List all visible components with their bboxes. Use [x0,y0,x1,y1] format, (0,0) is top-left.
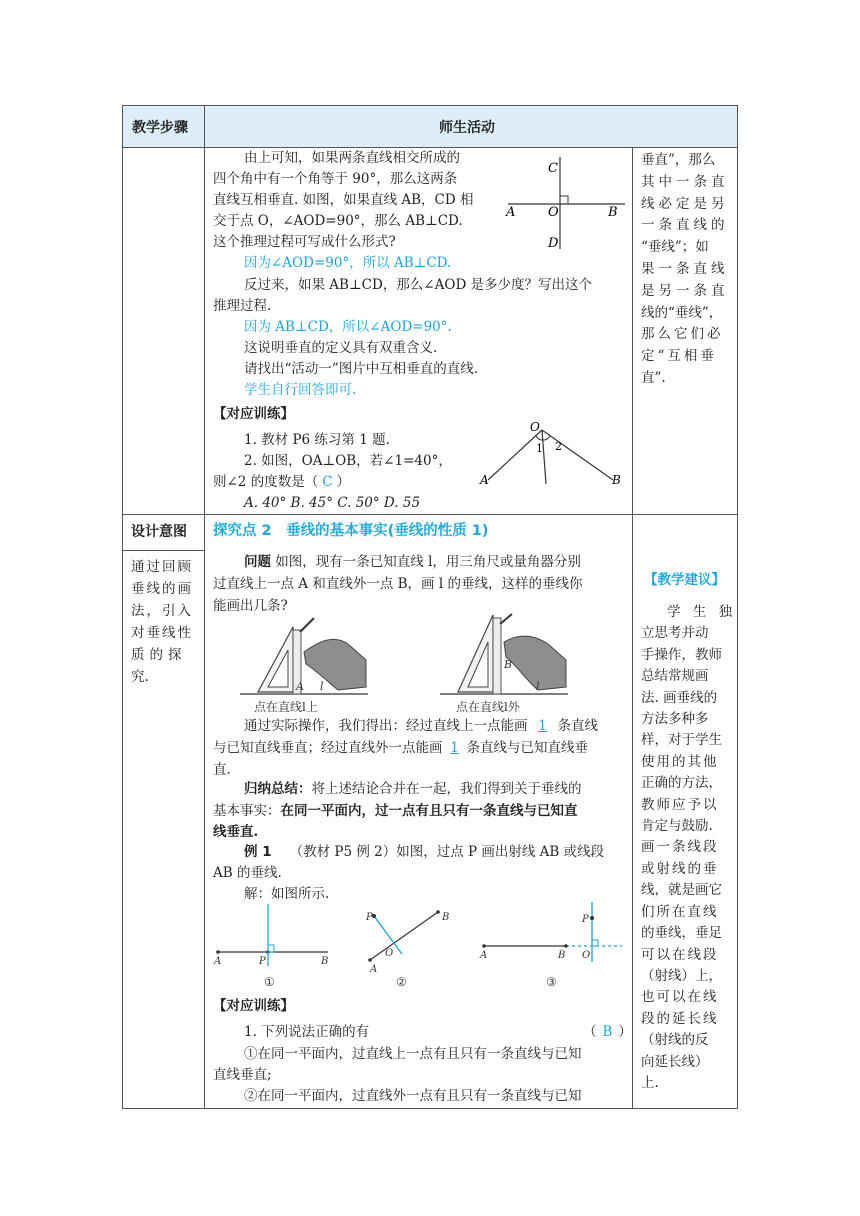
q1-answer: B [602,1024,613,1040]
practice-item-2-line-2 [213,472,350,493]
example-figure-3 [479,902,622,989]
problem-line-3: 能画出几条? [213,598,288,614]
statement-2-line-1: ②在同一平面内，过直线外一点有且只有一条直线与已知 [244,1088,582,1104]
right-column-notes [641,150,729,390]
conclusion-1-text: 通过实际操作，我们得出：经过直线上一点能画 [244,718,528,734]
figure-point-off-line [440,614,568,714]
figure-point-on-line [240,618,368,714]
ray-middle [542,430,546,484]
intent-line: 法，引入 [131,603,193,619]
label-o: O [548,205,559,220]
note-line: 直”. [641,369,666,386]
note-line: “垂线”；如 [641,239,709,256]
example-figure-1 [213,904,328,989]
label-c: C [548,161,558,176]
header-cell-steps [122,105,204,147]
answer-3: 学生自行回答即可. [244,382,357,398]
statement-1-line-1: ①在同一平面内，过直线上一点有且只有一条直线与已知 [244,1046,582,1062]
ray-oa [488,430,542,480]
intro-line-3: 直线互相垂直. 如图，如果直线 AB，CD 相 [213,192,474,208]
advice-line: 或射线的垂 [641,860,719,877]
solution-line: 解：如图所示. [244,886,330,902]
intro-line-4: 交于点 O，∠AOD=90°，那么 AB⊥CD. [213,213,463,229]
conclusion-2-tail: 条直线与已知直线垂 [466,740,588,756]
design-intent-text [131,556,197,688]
summary-label: 归纳总结： [244,781,312,797]
svg-text:B: B [558,950,566,961]
header-cell-activity [205,105,737,147]
triangle-ruler-figures [238,612,618,714]
conclusion-2-text: 与已知直线垂直；经过直线外一点能画 [213,740,443,756]
angle-figure [478,418,628,494]
problem-line-2: 过直线上一点 A 和直线外一点 B，画 l 的垂线，这样的垂线你 [213,576,583,592]
summary-line-1 [244,779,582,800]
intro-line-2: 四个角中有一个角等于 90°，那么这两条 [213,171,458,187]
advice-line: （射线的反 [641,1032,709,1049]
table-border-right [737,105,738,1109]
svg-text:A: A [214,956,222,967]
header-steps-label: 教学步骤 [132,120,188,136]
advice-line: 们所在直线 [641,903,719,920]
conclusion-line-3: 直. [213,762,231,778]
advice-line: 肯定与鼓励. [641,818,713,835]
conclusion-line-1 [244,716,598,737]
svg-text:B: B [321,956,329,967]
advice-line: 法. 画垂线的 [641,689,718,706]
fig-num-3: ③ [546,975,557,989]
practice-item-2-text: 则∠2 的度数是（ [213,474,319,490]
svg-text:P: P [259,956,266,967]
example-line-1 [244,842,604,863]
intro-line-5: 这个推理过程可写成什么形式? [213,234,396,250]
table-row-divider [122,514,738,515]
table-border-top [122,105,738,106]
blank-1: 1 [538,718,547,734]
svg-text:B: B [442,912,450,923]
advice-line: 画一条线段 [641,839,719,856]
table-col-divider-1 [204,105,205,1109]
intro-line-1: 由上可知，如果两条直线相交所成的 [244,150,460,166]
question-3: 请找出“活动一”图片中互相垂直的直线. [244,361,479,377]
intent-line: 对垂线性 [131,625,193,641]
svg-text:O: O [582,950,591,961]
caption-off-line: 点在直线l外 [456,700,520,714]
svg-text:A: A [296,680,304,693]
svg-text:l: l [320,680,324,693]
conclusion-1-tail: 条直线 [557,718,598,734]
note-line: 果一条直线 [641,260,729,277]
advice-line: 的垂线，垂足 [641,925,722,942]
practice-item-1: 1. 教材 P6 练习第 1 题. [244,432,390,448]
blank-2: 1 [450,740,459,756]
perpendicular-figure [500,152,630,252]
table-border-left [122,105,123,1109]
right-angle-mark [560,196,568,204]
question-2-line-1: 反过来，如果 AB⊥CD，那么∠AOD 是多少度？写出这个 [244,277,593,293]
note-line: 垂直”，那么 [641,152,716,168]
answer-2: 因为 AB⊥CD，所以∠AOD=90°. [244,319,452,335]
advice-line: 教师应予以 [641,796,719,813]
advice-text [641,602,737,1094]
caption-on-line: 点在直线l上 [254,700,318,714]
question-1: 1. 下列说法正确的有 [244,1024,370,1040]
intent-line: 垂线的画 [131,581,193,597]
svg-text:P: P [582,914,589,925]
design-label-divider [122,550,204,551]
q1-open: （ [583,1024,597,1040]
svg-text:O: O [385,948,394,959]
svg-text:A: A [370,964,378,975]
note-line: 线的“垂线”， [641,304,723,321]
q1-close: ） [618,1024,632,1040]
advice-line: 向延长线） [641,1053,709,1070]
fig2-label-2: 2 [555,440,562,453]
problem-label: 问题 [244,554,271,570]
advice-line: 也可以在线 [641,989,719,1006]
advice-line: 使用的其他 [641,753,719,770]
label-a: A [506,205,516,220]
summary-line-3: 线垂直. [213,824,259,840]
advice-line: 样，对于学生 [641,732,722,749]
svg-text:l: l [536,680,540,693]
summary-text-2a: 基本事实： [213,803,281,819]
design-intent-label: 设计意图 [131,524,187,540]
advice-line: 上. [641,1074,659,1091]
ray-ob [542,430,613,480]
fig2-label-b: B [612,473,621,487]
summary-text-1: 将上述结论合并在一起，我们得到关于垂线的 [311,781,582,797]
answer-1: 因为∠AOD=90°，所以 AB⊥CD. [244,255,452,271]
advice-line: 正确的方法， [641,775,722,792]
advice-line: 总结常规画 [641,668,709,685]
summary-line-2 [213,801,578,822]
intent-line: 通过回顾 [131,559,193,575]
svg-text:B: B [504,658,513,671]
section-title: 探究点 2 垂线的基本事实(垂线的性质 1) [213,523,489,539]
intent-line: 究. [131,669,149,685]
fig-num-1: ① [264,975,275,989]
header-activity-label: 师生活动 [439,120,495,136]
note-line: 其中一条直 [641,173,729,190]
practice-title-1: 【对应训练】 [213,406,294,422]
advice-line: 可以在线段 [641,946,719,963]
fig2-label-1: 1 [536,442,543,455]
practice-item-2-close: ） [336,474,351,490]
fig-num-2: ② [396,975,407,989]
example-figure-2 [365,910,449,989]
fig2-label-o: O [530,420,540,434]
example-text-1: （教材 P5 例 2）如图，过点 P 画出射线 AB 或线段 [289,844,605,860]
advice-title: 【教学建议】 [644,572,725,588]
note-line: 是另一条直 [641,282,729,299]
svg-text:P: P [366,912,373,923]
example-label: 例 1 [244,844,272,860]
table-col-divider-2 [632,147,633,1109]
table-border-bottom [122,1108,738,1109]
intent-line: 质的探 [131,647,187,663]
note-line: 定“互相垂 [641,348,717,365]
advice-line: 方法多种多 [641,711,709,728]
conclusion-line-2 [213,738,588,759]
problem-text-1: 如图，现有一条已知直线 l，用三角尺或量角器分别 [275,554,581,570]
practice-title-2: 【对应训练】 [213,998,294,1014]
advice-line: 段的延长线 [641,1010,719,1027]
definition-note: 这说明垂直的定义具有双重含义. [244,340,438,356]
practice-item-2-line-1: 2. 如图，OA⊥OB，若∠1=40°， [244,453,452,469]
advice-line: 线，就是画它 [641,882,722,899]
practice-item-2-options: A. 40° B. 45° C. 50° D. 55 [244,495,421,511]
example-figures [210,900,630,992]
note-line: 那么它们必 [641,326,724,343]
summary-text-2b: 在同一平面内，过一点有且只有一条直线与已知直 [280,803,578,819]
label-b: B [608,205,618,220]
fig2-label-a: A [480,473,489,487]
advice-line: 学 生 独 [667,604,737,620]
advice-line: （射线）上， [641,967,722,984]
advice-line: 立思考并动 [641,625,709,642]
advice-line: 手操作，教师 [641,646,722,663]
svg-text:A: A [480,950,488,961]
question-1-answer [583,1022,632,1043]
problem-line-1 [244,552,581,573]
label-d: D [548,236,559,251]
question-2-line-2: 推理过程. [213,298,272,314]
note-line: 线必定是另 [641,195,729,212]
statement-1-line-2: 直线垂直; [213,1067,272,1083]
note-line: 一条直线的 [641,217,729,234]
example-line-2: AB 的垂线. [213,865,282,881]
practice-item-2-answer: C [322,474,333,490]
